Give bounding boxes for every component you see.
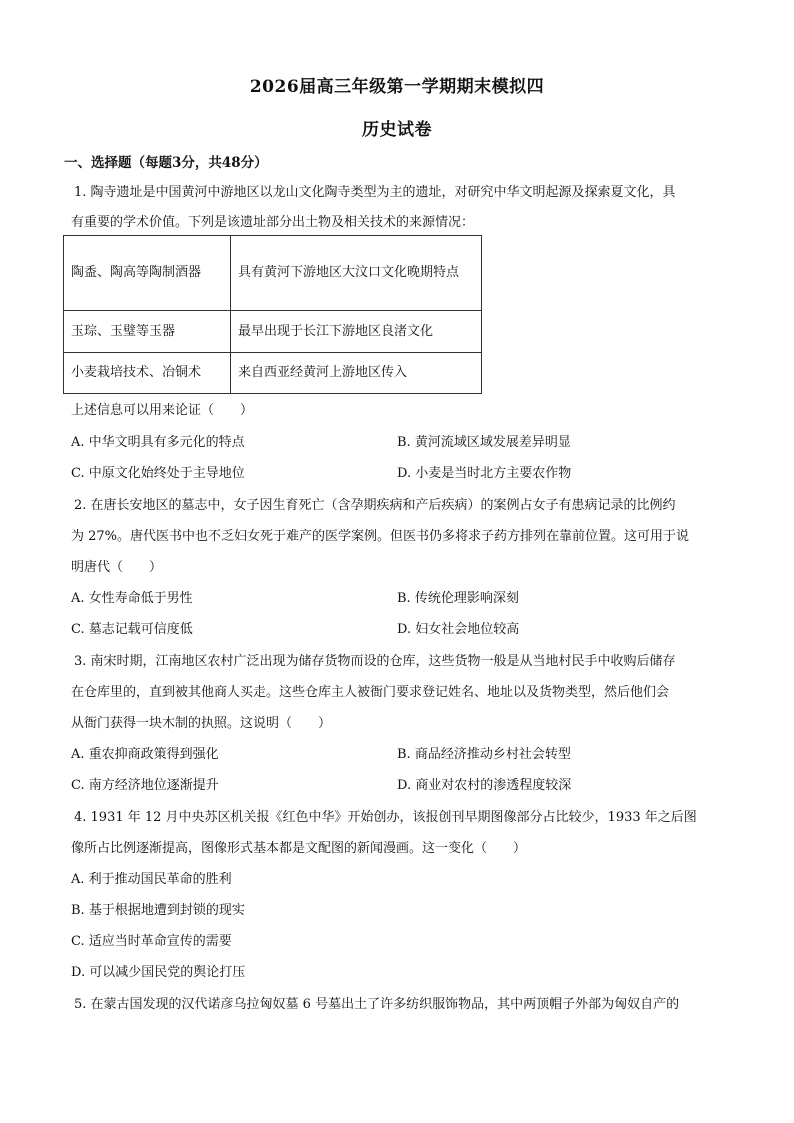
q2-stem-line: 为 27%。唐代医书中也不乏妇女死于难产的医学案例。但医书仍多将求子药方排列在靠前位置。这可用于说 xyxy=(71,529,690,544)
q3-option-b: B. 商品经济推动乡村社会转型 xyxy=(397,747,571,762)
q4-option-d: D. 可以减少国民党的舆论打压 xyxy=(71,965,246,980)
q3-option-a: A. 重农抑商政策得到强化 xyxy=(71,747,219,762)
q4-stem-line: 4. 1931 年 12 月中央苏区机关报《红色中华》开始创办，该报创刊早期图像部分占比较少，1933 年之后图 xyxy=(74,810,697,825)
q4-stem-line: 像所占比例逐渐提高，图像形式基本都是文配图的新闻漫画。这一变化（ ） xyxy=(71,841,527,856)
q2-stem-line: 明唐代（ ） xyxy=(71,560,163,575)
q3-stem-line: 3. 南宋时期，江南地区农村广泛出现为储存货物而设的仓库，这些货物一般是从当地村民手中收购后储存 xyxy=(74,654,676,669)
q2-option-b: B. 传统伦理影响深刻 xyxy=(397,591,519,606)
q2-stem-line: 2. 在唐长安地区的墓志中，女子因生育死亡（含孕期疾病和产后疾病）的案例占女子有患病记录的比例约 xyxy=(74,498,676,513)
q1-stem-end: 上述信息可以用来论证（ ） xyxy=(71,403,254,418)
q2-option-a: A. 女性寿命低于男性 xyxy=(71,591,193,606)
q4-option-c: C. 适应当时革命宣传的需要 xyxy=(71,934,232,949)
table-row xyxy=(64,236,482,311)
exam-title: 2026届高三年级第一学期期末模拟四 xyxy=(249,77,545,97)
q1-stem-line: 有重要的学术价值。下列是该遗址部分出土物及相关技术的来源情况： xyxy=(71,215,475,230)
q4-option-b: B. 基于根据地遭到封锁的现实 xyxy=(71,903,245,918)
table-cell: 来自西亚经黄河上游地区传入 xyxy=(231,353,482,394)
table-row xyxy=(64,311,482,353)
q4-option-a: A. 利于推动国民革命的胜利 xyxy=(71,872,232,887)
table-cell: 玉琮、玉璧等玉器 xyxy=(64,311,231,353)
q1-option-b: B. 黄河流域区域发展差异明显 xyxy=(397,435,571,450)
table-row xyxy=(64,353,482,394)
table-cell: 陶盉、陶高等陶制酒器 xyxy=(64,236,231,311)
q2-option-c: C. 墓志记载可信度低 xyxy=(71,622,193,637)
q1-option-c: C. 中原文化始终处于主导地位 xyxy=(71,466,245,481)
table-cell: 具有黄河下游地区大汶口文化晚期特点 xyxy=(231,236,482,311)
table-cell: 小麦栽培技术、冶铜术 xyxy=(64,353,231,394)
exam-subject: 历史试卷 xyxy=(362,120,432,140)
q1-stem-line: 1. 陶寺遗址是中国黄河中游地区以龙山文化陶寺类型为主的遗址，对研究中华文明起源及探索夏文化，具 xyxy=(74,185,676,200)
q1-option-d: D. 小麦是当时北方主要农作物 xyxy=(397,466,572,481)
q5-stem-line: 5. 在蒙古国发现的汉代诺彦乌拉匈奴墓 6 号墓出土了许多纺织服饰物品，其中两顶帽子外部为匈奴自产的 xyxy=(74,997,680,1012)
q3-stem-line: 在仓库里的，直到被其他商人买走。这些仓库主人被衙门要求登记姓名、地址以及货物类型，然后他们会 xyxy=(71,685,670,700)
q3-option-c: C. 南方经济地位逐渐提升 xyxy=(71,778,219,793)
q1-source-table xyxy=(63,235,482,394)
q1-option-a: A. 中华文明具有多元化的特点 xyxy=(71,435,245,450)
q3-option-d: D. 商业对农村的渗透程度较深 xyxy=(397,778,572,793)
section-heading: 一、选择题（每题3分，共48分） xyxy=(64,155,268,171)
table-cell: 最早出现于长江下游地区良渚文化 xyxy=(231,311,482,353)
q3-stem-line: 从衙门获得一块木制的执照。这说明（ ） xyxy=(71,716,332,731)
q2-option-d: D. 妇女社会地位较高 xyxy=(397,622,520,637)
